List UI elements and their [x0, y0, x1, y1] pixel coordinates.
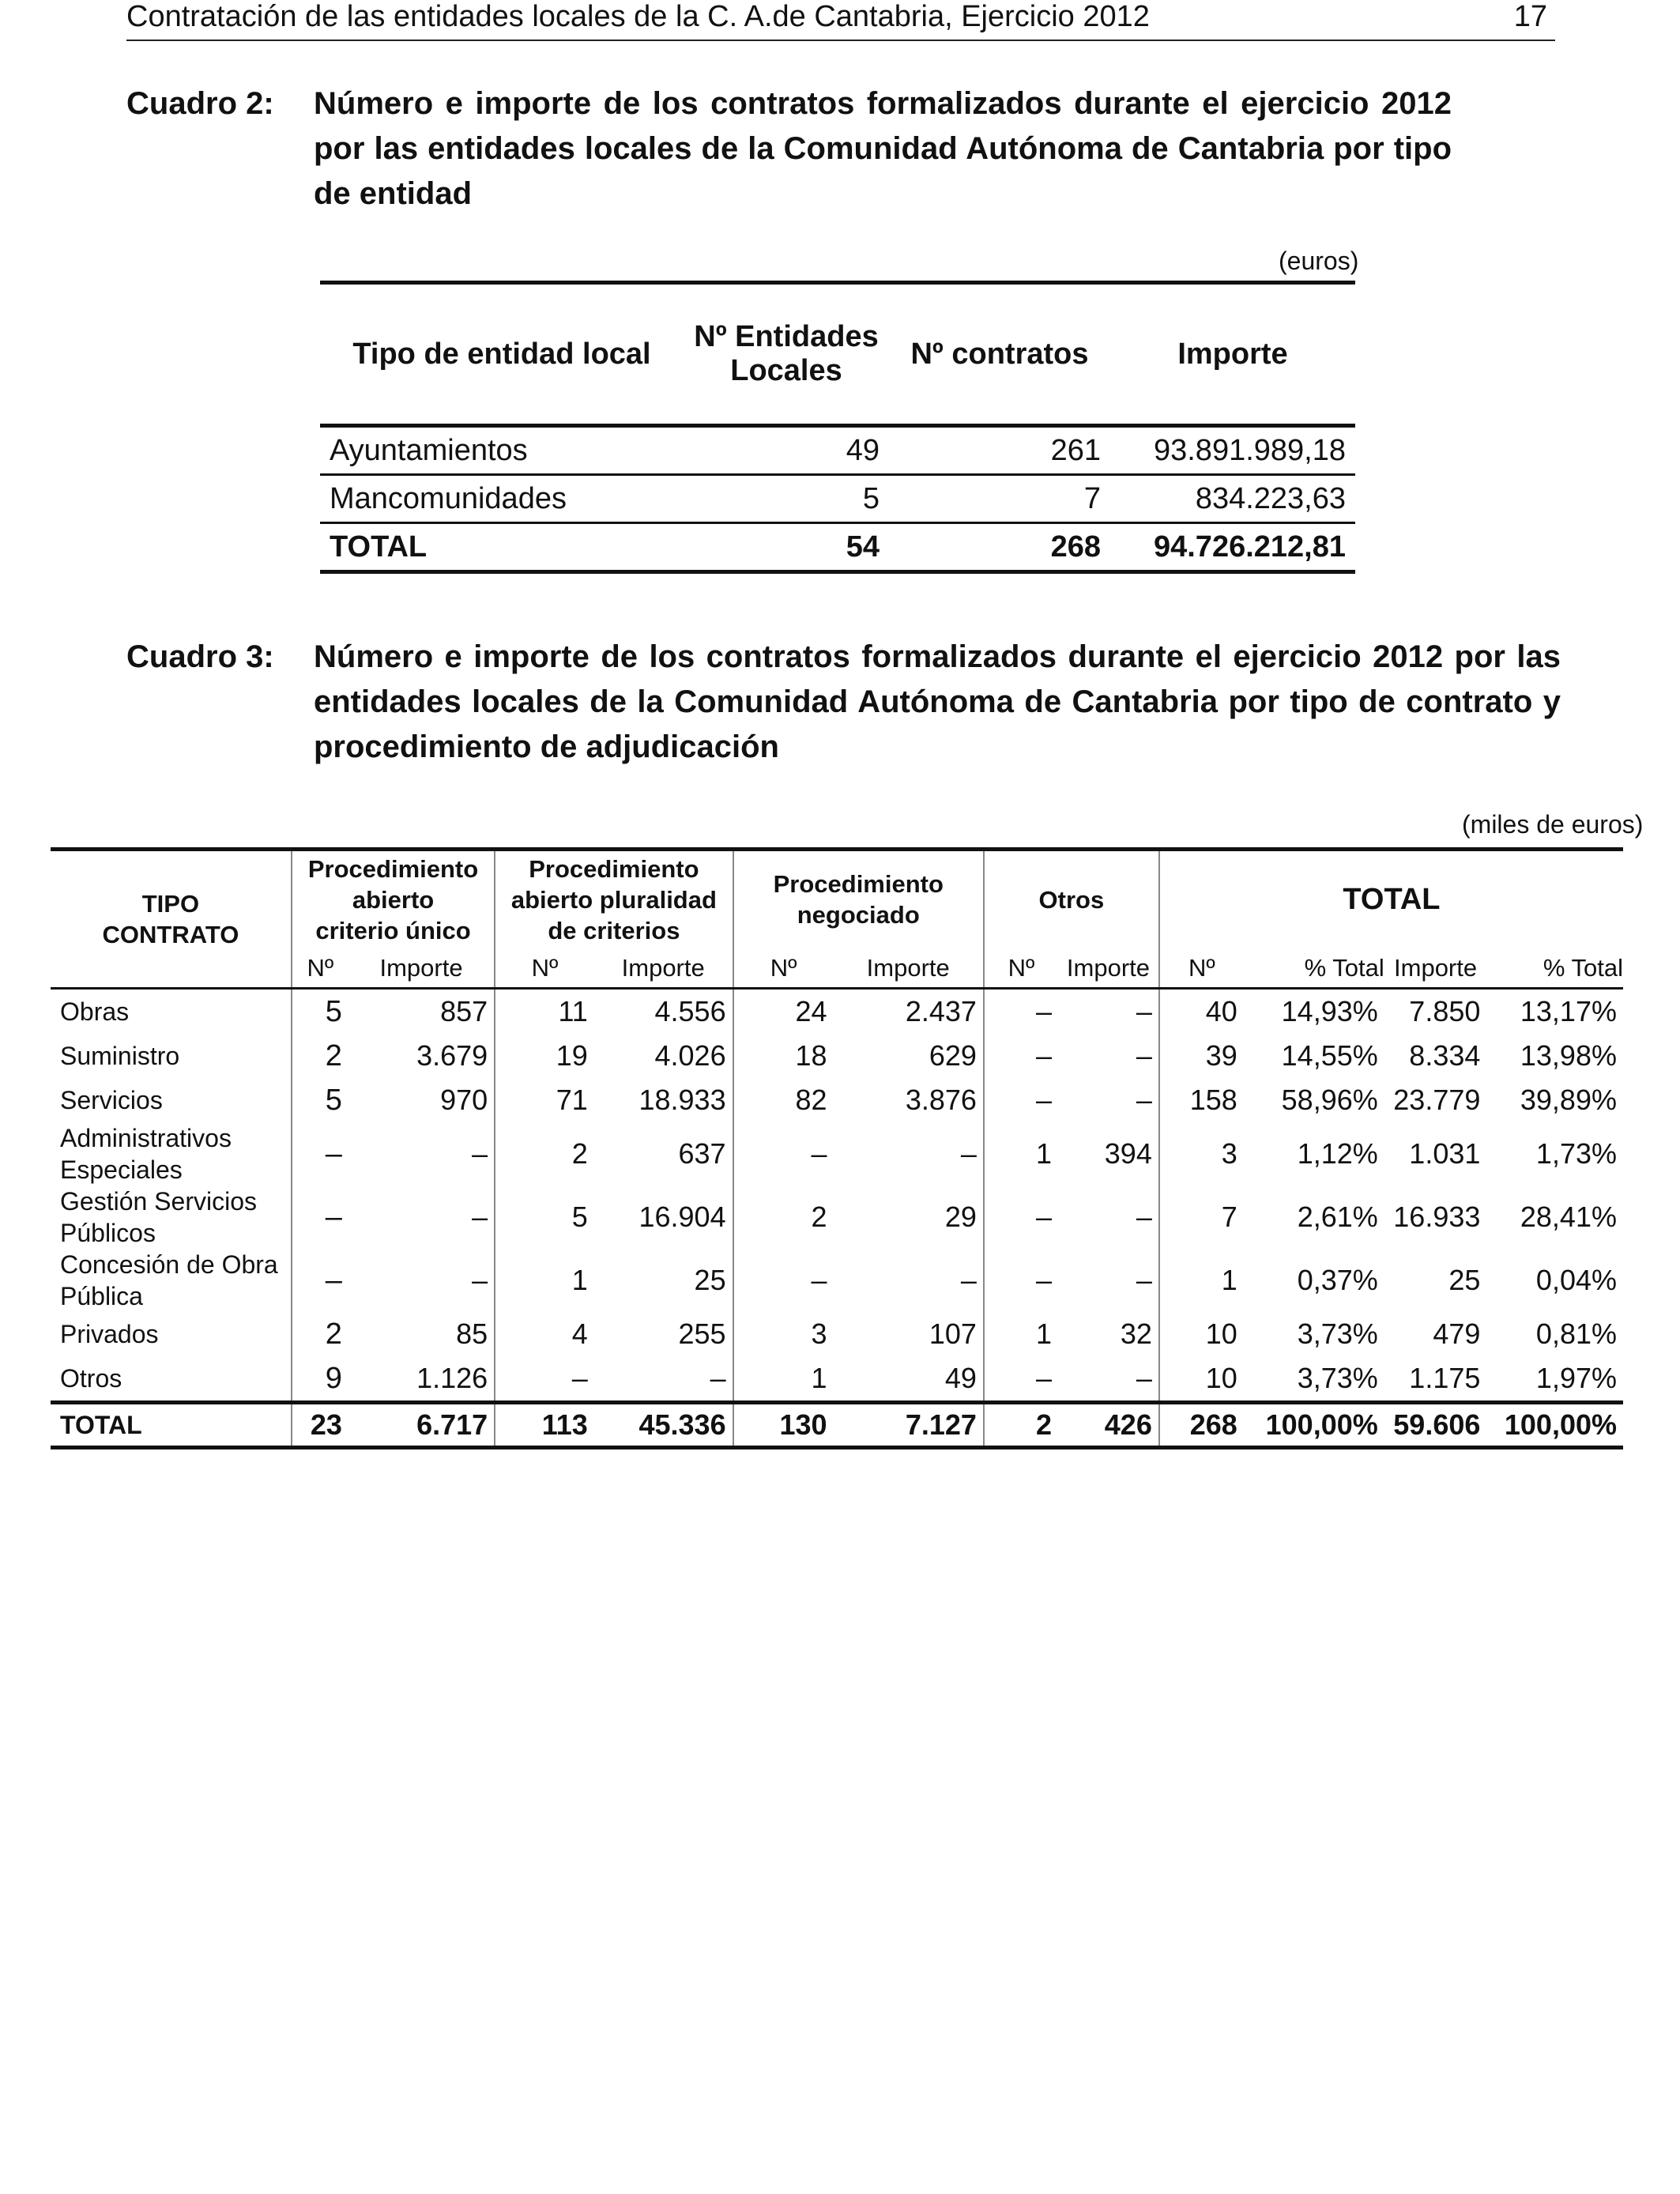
cell: 113 — [495, 1403, 594, 1448]
cell: 1,12% — [1297, 1137, 1378, 1170]
cell: – — [1136, 995, 1152, 1027]
cell: 100,00% — [1486, 1403, 1623, 1448]
cell: 19 — [495, 1034, 594, 1078]
cell: 9 — [292, 1356, 348, 1403]
cell: – — [1136, 1084, 1152, 1116]
cell: – — [710, 1362, 726, 1394]
cell: 4.026 — [654, 1039, 726, 1072]
cell: 39 — [1159, 1034, 1244, 1078]
cell: 5 — [292, 1078, 348, 1122]
cell: 1 — [984, 1312, 1058, 1356]
row-label: Obras — [60, 997, 130, 1026]
cell: 2 — [495, 1122, 594, 1186]
cell: 255 — [678, 1318, 726, 1350]
cell: 32 — [1120, 1318, 1152, 1350]
sub-header: Importe — [1066, 953, 1151, 982]
cell: 1,73% — [1535, 1137, 1617, 1170]
table-row — [51, 1078, 1623, 1122]
cell: 1 — [984, 1122, 1058, 1186]
cell: 7.127 — [834, 1403, 984, 1448]
cell: 39,89% — [1520, 1084, 1617, 1116]
sub-header: % Total — [1304, 953, 1384, 982]
row-label: Privados — [60, 1320, 159, 1348]
cell: 2 — [292, 1312, 348, 1356]
table-row — [320, 426, 1355, 475]
cell: 18.933 — [638, 1084, 726, 1116]
cell: 629 — [929, 1039, 977, 1072]
cell: 4.556 — [654, 995, 726, 1027]
row-label: Otros — [60, 1364, 122, 1393]
cell: – — [984, 1034, 1058, 1078]
cell: – — [472, 1201, 488, 1233]
cell: – — [1136, 1264, 1152, 1296]
cell: – — [960, 1264, 977, 1296]
cell: 479 — [1433, 1318, 1481, 1350]
sub-header: Nº — [1159, 948, 1244, 989]
group-header: Procedimiento abierto criterio único — [292, 850, 495, 948]
cell: 2,61% — [1297, 1201, 1378, 1233]
cell: Mancomunidades — [320, 475, 684, 523]
cell: 637 — [678, 1137, 726, 1170]
sub-header: Nº — [495, 948, 594, 989]
cell: 1.031 — [1409, 1137, 1481, 1170]
cell: 1.126 — [416, 1362, 488, 1394]
row-label: Servicios — [60, 1086, 163, 1114]
cell: 23 — [292, 1403, 348, 1448]
row-label: Administrativos Especiales — [60, 1124, 232, 1184]
cell: 2.437 — [905, 995, 977, 1027]
cell: – — [292, 1249, 348, 1312]
cell: 394 — [1104, 1137, 1152, 1170]
sub-header: % Total — [1543, 953, 1623, 982]
cell: 426 — [1058, 1403, 1159, 1448]
cell: 54 — [684, 523, 889, 572]
cell: 7 — [1159, 1186, 1244, 1249]
cell: 13,98% — [1520, 1039, 1617, 1072]
cell: 261 — [889, 426, 1110, 475]
cuadro2-unit: (euros) — [1279, 247, 1359, 275]
cuadro2-label: Cuadro 2: — [126, 86, 274, 121]
cell: 59.606 — [1384, 1403, 1487, 1448]
sub-header: Nº — [292, 948, 348, 989]
cell: – — [472, 1137, 488, 1170]
cuadro2-caption — [126, 81, 1454, 224]
cell: 100,00% — [1244, 1403, 1384, 1448]
cell: 85 — [456, 1318, 488, 1350]
table-row — [320, 475, 1355, 523]
cuadro3-caption — [126, 635, 1565, 777]
col-header: Tipo de entidad local — [352, 337, 651, 371]
cell: 82 — [733, 1078, 834, 1122]
cell: – — [1136, 1039, 1152, 1072]
row-label: Concesión de Obra Pública — [60, 1250, 278, 1310]
cell: 1.175 — [1409, 1362, 1481, 1394]
col-header: Nº Entidades Locales — [694, 320, 879, 387]
cell: – — [984, 1356, 1058, 1403]
sub-header: Importe — [1394, 953, 1478, 982]
cell: – — [960, 1137, 977, 1170]
cell: 1 — [733, 1356, 834, 1403]
cell: 6.717 — [348, 1403, 495, 1448]
cell: 23.779 — [1393, 1084, 1481, 1116]
cell: – — [495, 1356, 594, 1403]
table-row — [51, 1122, 1623, 1186]
table-row — [51, 1312, 1623, 1356]
cell: – — [733, 1122, 834, 1186]
cell: 94.726.212,81 — [1110, 523, 1355, 572]
group-header: Procedimiento abierto pluralidad de criterios — [495, 850, 733, 948]
cell: 49 — [944, 1362, 977, 1394]
tipo-header: TIPO CONTRATO — [102, 890, 239, 948]
group-header: Procedimiento negociado — [733, 850, 984, 948]
cell: 28,41% — [1520, 1201, 1617, 1233]
cell: – — [984, 1078, 1058, 1122]
cell: – — [472, 1264, 488, 1296]
cuadro2-caption-text: Número e importe de los contratos formalizados durante el ejercicio 2012 por las entidades locales de la Comunidad Autónoma de Cantabria por tipo de entidad — [314, 86, 1452, 211]
cell: 16.933 — [1393, 1201, 1481, 1233]
cell: 10 — [1159, 1312, 1244, 1356]
cell: 3.876 — [905, 1084, 977, 1116]
cell: 1 — [495, 1249, 594, 1312]
cuadro3-unit: (miles de euros) — [1462, 810, 1644, 839]
cell: 0,81% — [1535, 1318, 1617, 1350]
page-header — [126, 0, 1555, 41]
sub-header: Importe — [621, 953, 705, 982]
cell: 25 — [694, 1264, 726, 1296]
col-header: Nº contratos — [910, 337, 1089, 371]
cell: 7 — [889, 475, 1110, 523]
cell: 2 — [984, 1403, 1058, 1448]
cell: 970 — [440, 1084, 488, 1116]
cuadro3-table — [51, 847, 1623, 1449]
row-label: TOTAL — [51, 1403, 292, 1448]
cell: 25 — [1448, 1264, 1481, 1296]
cell: 2 — [733, 1186, 834, 1249]
cell: TOTAL — [320, 523, 684, 572]
cell: 14,93% — [1281, 995, 1378, 1027]
cell: – — [733, 1249, 834, 1312]
sub-header: Nº — [984, 948, 1058, 989]
col-header: Importe — [1177, 337, 1288, 371]
cell: 71 — [495, 1078, 594, 1122]
cell: 13,17% — [1520, 995, 1617, 1027]
cell: 8.334 — [1409, 1039, 1481, 1072]
cell: 107 — [929, 1318, 977, 1350]
cell: 3 — [733, 1312, 834, 1356]
cuadro3-caption-text: Número e importe de los contratos formalizados durante el ejercicio 2012 por las entidades locales de la Comunidad Autónoma de Cantabria por tipo de contrato y procedimiento de adjudicación — [314, 639, 1561, 764]
cell: – — [292, 1122, 348, 1186]
cell: 268 — [889, 523, 1110, 572]
group-header: TOTAL — [1159, 850, 1623, 948]
cell: – — [984, 989, 1058, 1035]
cell: 0,37% — [1297, 1264, 1378, 1296]
sub-header: Importe — [866, 953, 950, 982]
cell: 834.223,63 — [1110, 475, 1355, 523]
table-row — [51, 1034, 1623, 1078]
cell: 4 — [495, 1312, 594, 1356]
running-title: Contratación de las entidades locales de la C. A.de Cantabria, Ejercicio 2012 — [126, 0, 1150, 33]
cell: 16.904 — [638, 1201, 726, 1233]
cell: – — [1136, 1201, 1152, 1233]
cell: – — [984, 1249, 1058, 1312]
cell: 130 — [733, 1403, 834, 1448]
group-header: Otros — [984, 850, 1159, 948]
cell: 40 — [1159, 989, 1244, 1035]
cell: 11 — [495, 989, 594, 1035]
cell: 3.679 — [416, 1039, 488, 1072]
row-label: Gestión Servicios Públicos — [60, 1187, 257, 1247]
table-row — [51, 989, 1623, 1035]
cell: 14,55% — [1281, 1039, 1378, 1072]
cell: 29 — [944, 1201, 977, 1233]
cell: 3,73% — [1297, 1362, 1378, 1394]
cell: – — [292, 1186, 348, 1249]
cell: 5 — [495, 1186, 594, 1249]
cell: 45.336 — [594, 1403, 733, 1448]
cuadro3-label: Cuadro 3: — [126, 639, 274, 674]
cell: 58,96% — [1281, 1084, 1378, 1116]
cell: 3,73% — [1297, 1318, 1378, 1350]
cell: Ayuntamientos — [320, 426, 684, 475]
cell: 5 — [292, 989, 348, 1035]
cell: 18 — [733, 1034, 834, 1078]
sub-header: Importe — [379, 953, 463, 982]
page-number: 17 — [1513, 0, 1547, 33]
cell: 1,97% — [1535, 1362, 1617, 1394]
cell: 7.850 — [1409, 995, 1481, 1027]
cell: 5 — [684, 475, 889, 523]
cell: 857 — [440, 995, 488, 1027]
table-row — [51, 1356, 1623, 1403]
cell: 268 — [1159, 1403, 1244, 1448]
total-row — [51, 1403, 1623, 1448]
total-row — [320, 523, 1355, 572]
cell: 0,04% — [1535, 1264, 1617, 1296]
table-row — [51, 1186, 1623, 1249]
cell: 1 — [1159, 1249, 1244, 1312]
cell: 24 — [733, 989, 834, 1035]
cell: 158 — [1159, 1078, 1244, 1122]
cuadro2-table — [320, 281, 1355, 574]
sub-header: Nº — [733, 948, 834, 989]
table-row — [51, 1249, 1623, 1312]
cell: – — [984, 1186, 1058, 1249]
cell: 49 — [684, 426, 889, 475]
row-label: Suministro — [60, 1042, 180, 1070]
cell: – — [1136, 1362, 1152, 1394]
cell: 10 — [1159, 1356, 1244, 1403]
cell: 2 — [292, 1034, 348, 1078]
cell: 93.891.989,18 — [1110, 426, 1355, 475]
cell: 3 — [1159, 1122, 1244, 1186]
